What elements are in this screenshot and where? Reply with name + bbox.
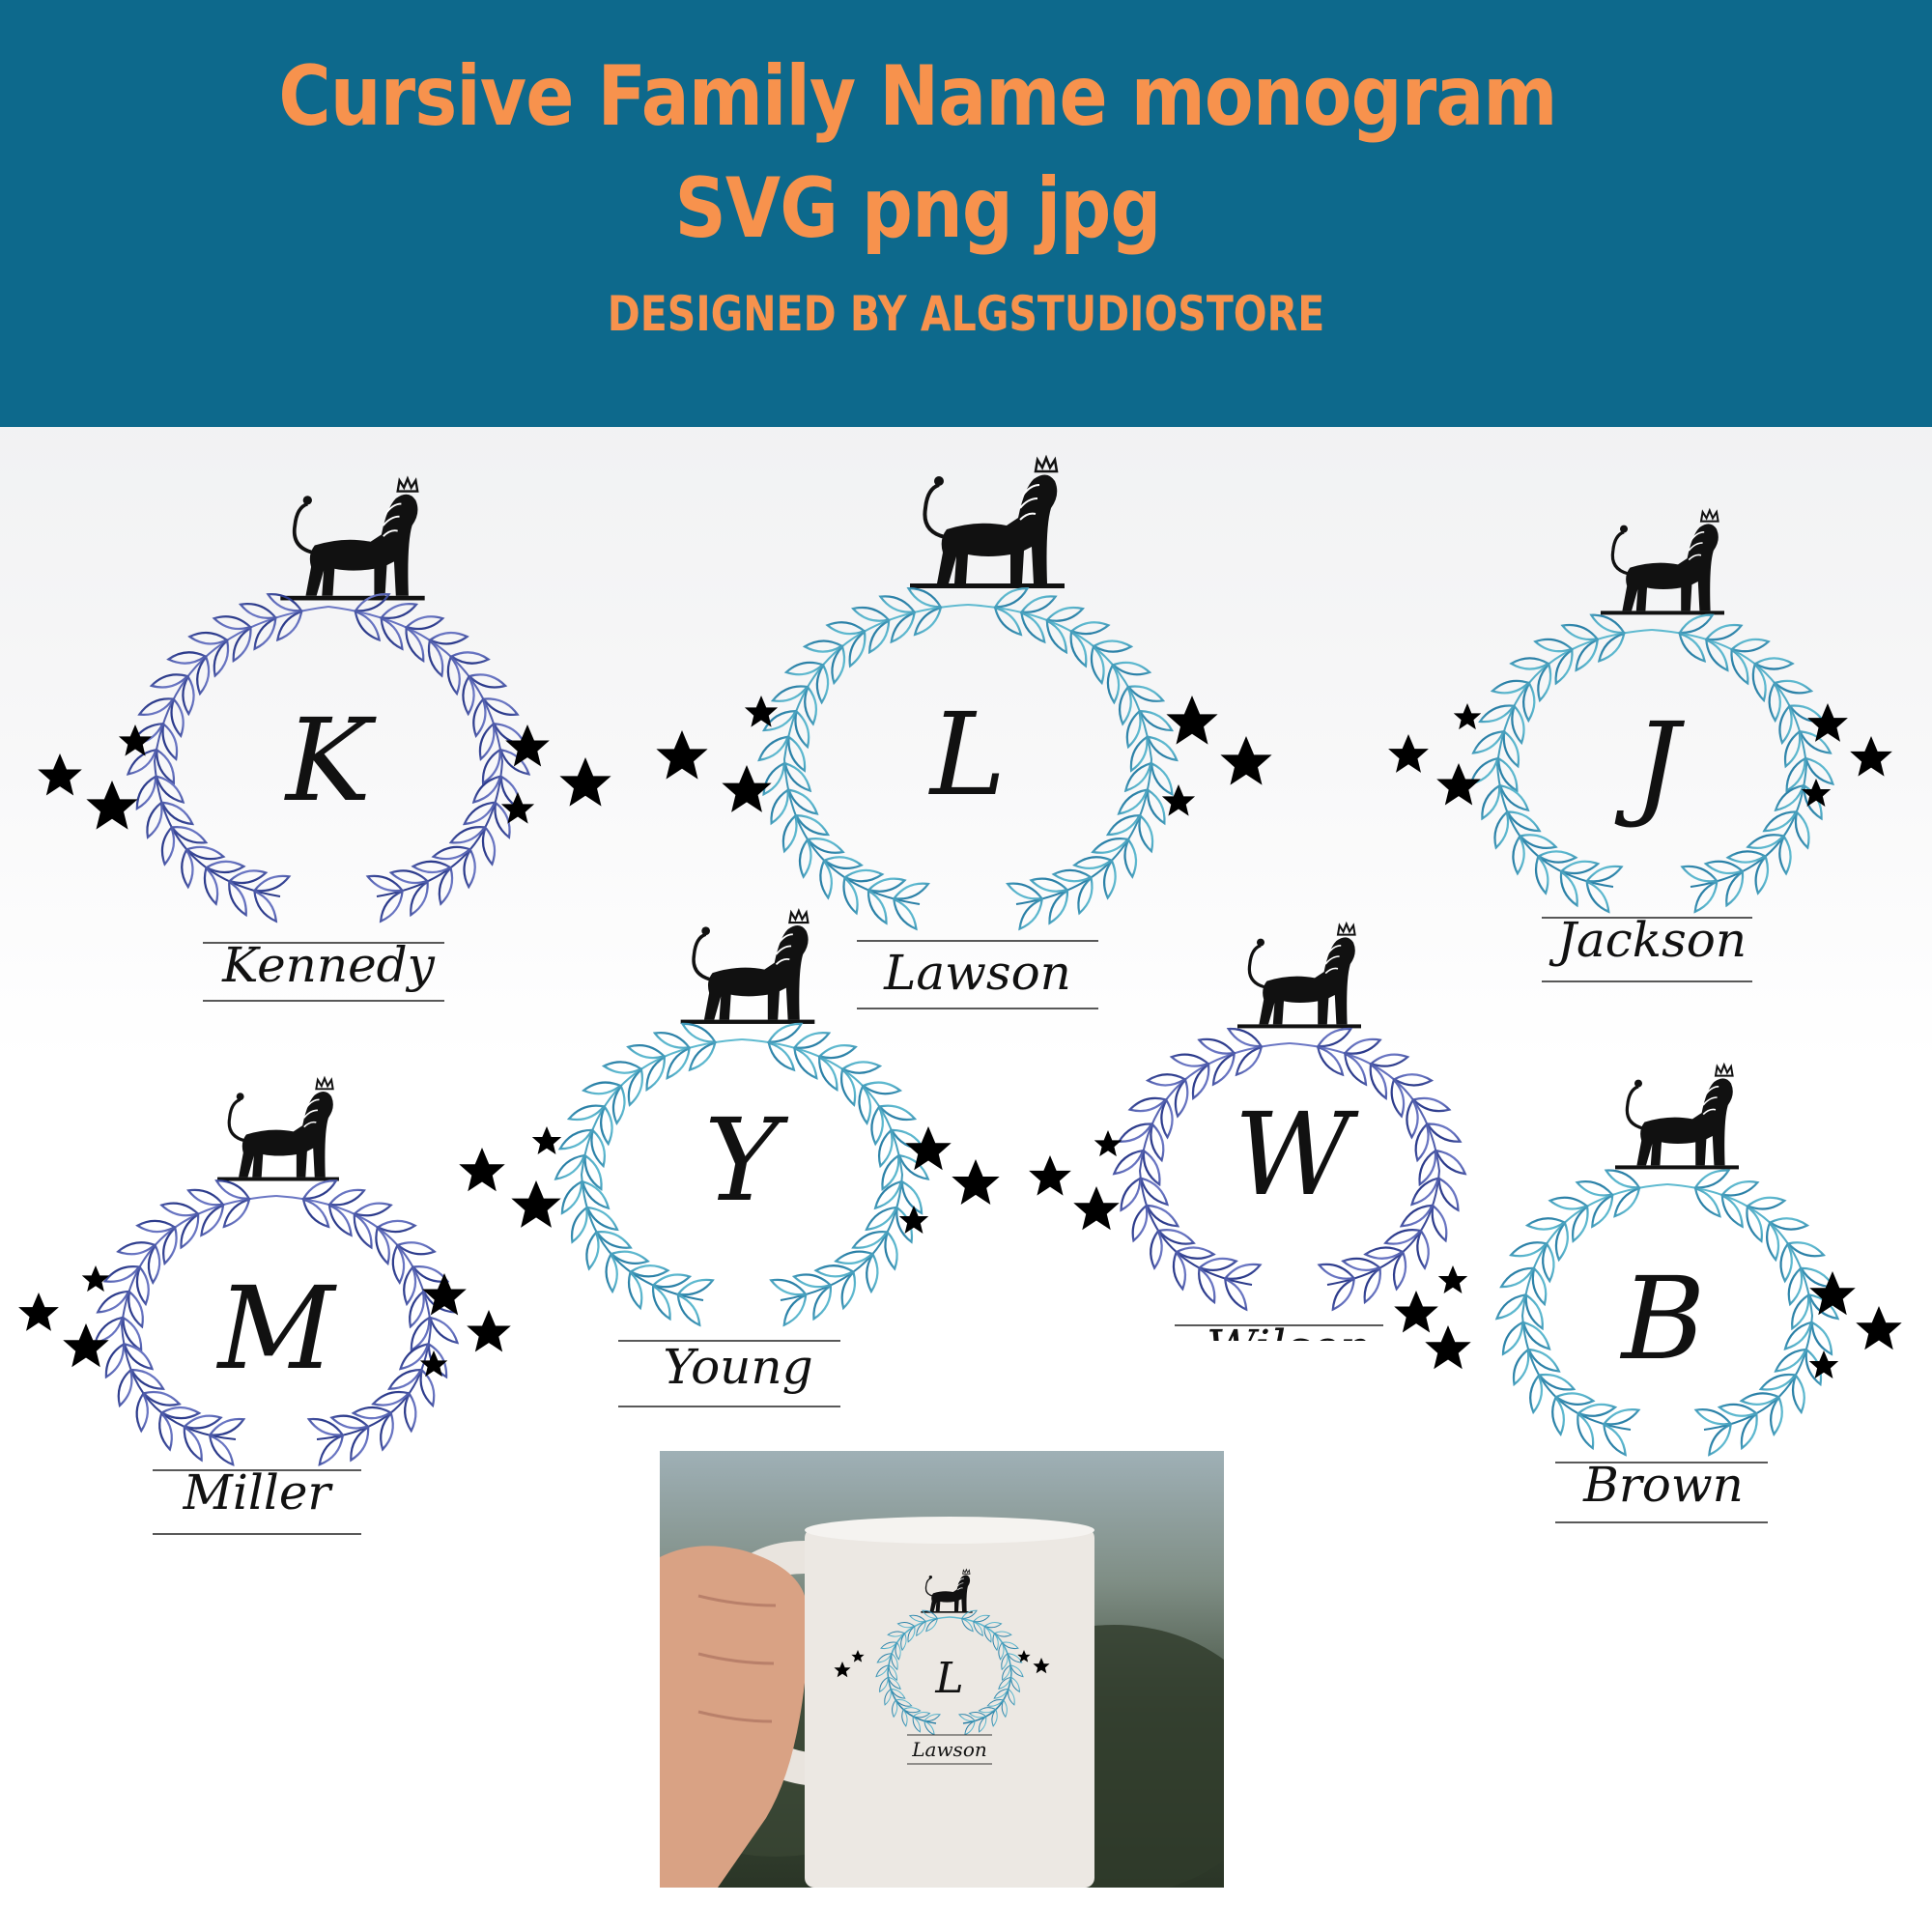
lion-crown-icon bbox=[217, 1078, 339, 1180]
leaf-icon bbox=[1006, 879, 1044, 903]
leaf-icon bbox=[1803, 754, 1837, 788]
leaf-icon bbox=[1585, 862, 1624, 886]
leaf-icon bbox=[769, 1275, 808, 1299]
leaf-icon bbox=[136, 1394, 149, 1432]
lion-crown-icon bbox=[280, 478, 424, 600]
leaf-icon bbox=[266, 589, 303, 615]
leaf-icon bbox=[676, 1275, 715, 1299]
leaf-icon bbox=[1117, 1176, 1145, 1213]
mug-mockup-photo bbox=[660, 1451, 1224, 1888]
leaf-icon bbox=[327, 1185, 366, 1209]
leaf-icon bbox=[1498, 1320, 1527, 1357]
leaf-icon bbox=[1693, 1166, 1731, 1193]
family-name: Jackson bbox=[1556, 912, 1747, 968]
leaf-icon bbox=[1694, 1405, 1733, 1428]
lion-crown-icon bbox=[1601, 510, 1724, 614]
leaf-icon bbox=[1604, 1166, 1641, 1193]
stars-icon bbox=[1029, 1130, 1122, 1230]
lion-crown-icon bbox=[1237, 923, 1361, 1028]
leaf-icon bbox=[611, 1086, 627, 1123]
leaf-icon bbox=[1318, 1260, 1356, 1283]
leaf-icon bbox=[858, 1086, 873, 1123]
leaf-icon bbox=[1755, 658, 1792, 668]
leaf-icon bbox=[143, 801, 166, 839]
family-name: Lawson bbox=[884, 945, 1071, 1001]
leaf-icon bbox=[404, 1394, 416, 1432]
mug-initial: L bbox=[935, 1654, 964, 1703]
monogram-initial: J bbox=[1634, 697, 1680, 831]
designer-credit: DESIGNED BY ALGSTUDIOSTORE bbox=[607, 286, 1325, 342]
leaf-icon bbox=[101, 1342, 128, 1379]
leaf-icon bbox=[1741, 1391, 1778, 1406]
leaf-icon bbox=[208, 1414, 246, 1439]
lion-crown-icon bbox=[910, 458, 1065, 588]
leaf-icon bbox=[1509, 1348, 1533, 1386]
family-name: Wilson bbox=[1206, 1320, 1372, 1376]
monogram-initial: L bbox=[929, 688, 1007, 821]
leaf-icon bbox=[863, 1080, 901, 1095]
header-banner bbox=[0, 0, 1932, 427]
leaf-icon bbox=[1807, 1320, 1836, 1357]
leaf-icon bbox=[463, 677, 474, 715]
family-name: Miller bbox=[183, 1464, 331, 1520]
leaf-icon bbox=[354, 589, 391, 615]
leaf-icon bbox=[653, 1028, 692, 1052]
monogram-brown bbox=[1410, 1059, 1913, 1532]
leaf-icon bbox=[567, 1206, 591, 1244]
mug-illustration bbox=[660, 1451, 1224, 1888]
leaf-icon bbox=[378, 1220, 415, 1233]
leaf-icon bbox=[1550, 1397, 1566, 1435]
family-name: Brown bbox=[1583, 1457, 1744, 1513]
leaf-icon bbox=[784, 735, 810, 774]
leaf-icon bbox=[1477, 783, 1504, 821]
leaf-icon bbox=[1143, 787, 1169, 825]
monogram-initial: B bbox=[1621, 1252, 1706, 1385]
monogram-initial: M bbox=[217, 1262, 335, 1395]
leaf-icon bbox=[1769, 1397, 1784, 1435]
monogram-initial: Y bbox=[704, 1094, 780, 1227]
leaf-icon bbox=[1019, 592, 1058, 617]
family-name: Young bbox=[663, 1339, 813, 1395]
leaf-icon bbox=[1224, 1260, 1263, 1283]
leaf-icon bbox=[892, 879, 930, 903]
leaf-icon bbox=[1161, 1100, 1173, 1138]
leaf-icon bbox=[186, 1185, 225, 1209]
leaf-icon bbox=[824, 855, 863, 870]
leaf-icon bbox=[253, 871, 292, 895]
leaf-icon bbox=[207, 861, 244, 872]
leaf-icon bbox=[815, 1265, 853, 1277]
monogram-initial: W bbox=[1234, 1088, 1351, 1221]
leaf-icon bbox=[132, 774, 160, 811]
leaf-icon bbox=[137, 1220, 175, 1233]
leaf-icon bbox=[793, 1028, 832, 1052]
leaf-icon bbox=[1705, 620, 1744, 643]
leaf-icon bbox=[631, 1265, 668, 1277]
leaf-icon bbox=[1511, 658, 1548, 668]
leaf-icon bbox=[1680, 862, 1719, 886]
leaf-icon bbox=[878, 591, 917, 616]
monogram-jackson bbox=[1381, 504, 1903, 987]
leaf-icon bbox=[183, 677, 194, 715]
leaf-icon bbox=[1603, 1405, 1641, 1428]
leaf-icon bbox=[582, 1080, 621, 1095]
lion-crown-icon bbox=[681, 911, 815, 1024]
lion-crown-icon bbox=[1615, 1065, 1739, 1169]
leaf-icon bbox=[1561, 620, 1600, 643]
monogram-young bbox=[462, 904, 1003, 1416]
page-title: Cursive Family Name monogram SVG png jpg bbox=[278, 48, 1557, 257]
leaf-icon bbox=[767, 787, 793, 825]
leaf-icon bbox=[1074, 855, 1113, 870]
leaf-icon bbox=[1556, 1391, 1594, 1406]
leaf-icon bbox=[306, 1414, 345, 1439]
family-name: Kennedy bbox=[222, 937, 435, 993]
monogram-initial: K bbox=[285, 694, 372, 827]
monogram-miller bbox=[15, 1072, 518, 1536]
leaf-icon bbox=[366, 871, 405, 895]
leaf-icon bbox=[412, 861, 450, 872]
leaf-icon bbox=[427, 1314, 462, 1347]
leaf-icon bbox=[1126, 735, 1151, 774]
mug-family-name: Lawson bbox=[912, 1738, 987, 1761]
